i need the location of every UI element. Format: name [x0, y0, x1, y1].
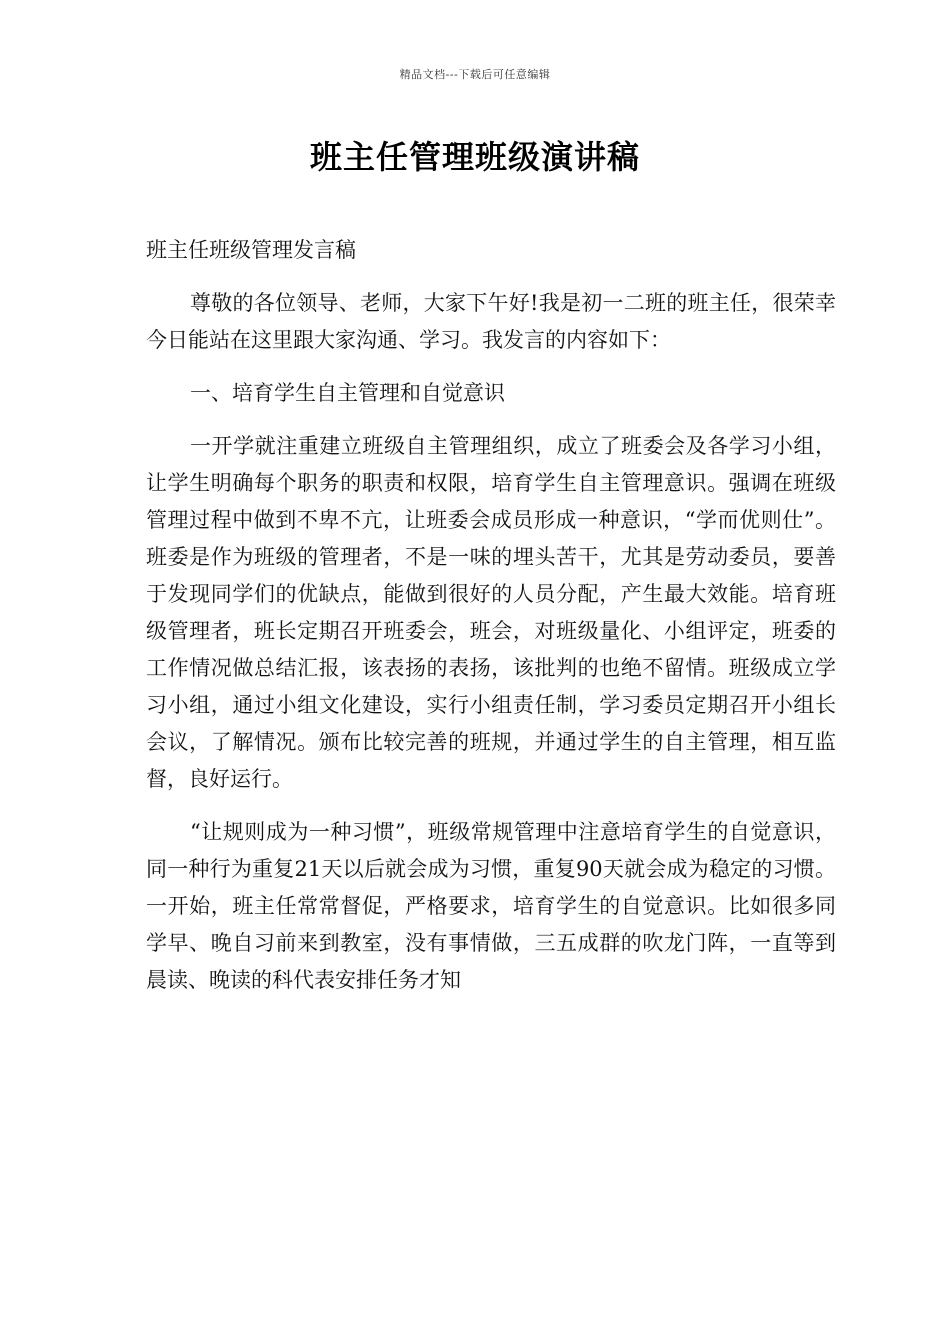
habit-paragraph: “让规则成为一种习惯”，班级常规管理中注意培育学生的自觉意识，同一种行为重复21天以后就会成为习惯，重复90天就会成为稳定的习惯。一开始，班主任常常督促，严格要求，培育学生的自觉意识。比如很多同学早、晚自习前来到教室，没有事情做，三五成群的吹龙门阵，一直等到晨读、晚读的科代表安排任务才知 [146, 820, 836, 992]
document-subtitle: 班主任班级管理发言稿 [146, 238, 356, 262]
page-header-note: 精品文档---下载后可任意编辑 [399, 68, 551, 81]
section-paragraph: 一开学就注重建立班级自主管理组织，成立了班委会及各学习小组，让学生明确每个职务的职责和权限，培育学生自主管理意识。强调在班级管理过程中做到不卑不亢，让班委会成员形成一种意识，“学而优则仕”。班委是作为班级的管理者，不是一味的埋头苦干，尤其是劳动委员，要善于发现同学们的优缺点，能做到很好的人员分配，产生最大效能。培育班级管理者，班长定期召开班委会，班会，对班级量化、小组评定，班委的工作情况做总结汇报，该表扬的表扬，该批判的也绝不留情。班级成立学习小组，通过小组文化建设，实行小组责任制，学习委员定期召开小组长会议，了解情况。颁布比较完善的班规，并通过学生的自主管理，相互监督，良好运行。 [146, 434, 836, 791]
greeting-paragraph: 尊敬的各位领导、老师，大家下午好!我是初一二班的班主任，很荣幸今日能站在这里跟大家沟通、学习。我发言的内容如下： [146, 291, 836, 352]
document-title: 班主任管理班级演讲稿 [309, 138, 640, 176]
section-heading: 一、培育学生自主管理和自觉意识 [190, 381, 505, 405]
document-body [146, 232, 836, 1015]
